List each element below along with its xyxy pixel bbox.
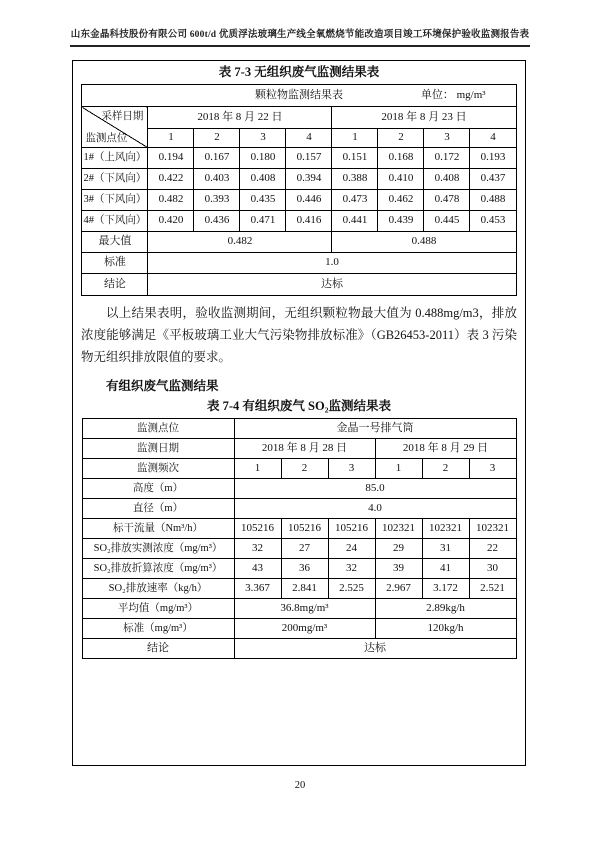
value-cell: 31 [422, 539, 469, 559]
freq-header: 4 [470, 129, 516, 148]
value-cell: 0.408 [240, 169, 286, 190]
table1-subtitle-cell [82, 85, 516, 107]
value-cell: 41 [422, 559, 469, 579]
value-cell: 30 [469, 559, 516, 579]
value-cell: 2.521 [469, 579, 516, 599]
row-label: 最大值 [82, 232, 148, 253]
freq-header: 1 [234, 459, 281, 479]
value-cell: 0.394 [286, 169, 332, 190]
value-cell: 3.367 [234, 579, 281, 599]
table-row [82, 539, 516, 559]
row-label: 3#（下风向） [82, 190, 148, 211]
table-row [82, 419, 516, 439]
value-cell: 105216 [328, 519, 375, 539]
value-cell: 39 [375, 559, 422, 579]
value-cell: 0.416 [286, 211, 332, 232]
standard-value-cell: 120kg/h [375, 619, 516, 639]
table1-subtitle: 颗粒物监测结果表 [255, 88, 343, 101]
table-row [82, 439, 516, 459]
table2-title: 表 7-4 有组织废气 SO₂监测结果表 [207, 399, 391, 413]
table-row [82, 499, 516, 519]
so2-results-table [82, 418, 517, 659]
value-cell: 0.151 [332, 148, 378, 169]
diag-top-label: 采样日期 [101, 111, 144, 122]
freq-header: 3 [424, 129, 470, 148]
average-cell: 36.8mg/m³ [234, 599, 375, 619]
value-cell: 0.453 [470, 211, 516, 232]
standard-value-cell: 1.0 [148, 253, 516, 274]
value-cell: 0.393 [194, 190, 240, 211]
row-label: 4#（下风向） [82, 211, 148, 232]
table1-title: 表 7-3 无组织废气监测结果表 [218, 65, 380, 79]
value-cell: 32 [328, 559, 375, 579]
value-cell: 0.388 [332, 169, 378, 190]
freq-header: 2 [378, 129, 424, 148]
value-cell: 0.157 [286, 148, 332, 169]
table-row [82, 211, 516, 232]
value-cell: 0.435 [240, 190, 286, 211]
value-cell: 0.420 [148, 211, 194, 232]
freq-header: 4 [286, 129, 332, 148]
freq-header: 2 [194, 129, 240, 148]
value-cell: 0.478 [424, 190, 470, 211]
conclusion-value-cell: 达标 [234, 639, 516, 659]
value-cell: 43 [234, 559, 281, 579]
value-cell: 105216 [234, 519, 281, 539]
row-label: 平均值（mg/m³） [82, 599, 234, 619]
diagonal-header-cell [82, 107, 148, 148]
value-cell: 0.408 [424, 169, 470, 190]
average-cell: 2.89kg/h [375, 599, 516, 619]
value-cell: 0.403 [194, 169, 240, 190]
freq-header: 2 [422, 459, 469, 479]
monitor-point-cell: 金晶一号排气筒 [234, 419, 516, 439]
content-box [72, 60, 526, 766]
table-row [82, 579, 516, 599]
row-label: 高度（m） [82, 479, 234, 499]
value-cell: 2.841 [281, 579, 328, 599]
freq-header: 3 [469, 459, 516, 479]
freq-header: 2 [281, 459, 328, 479]
value-cell: 0.193 [470, 148, 516, 169]
table-row [82, 253, 516, 274]
value-cell: 0.488 [470, 190, 516, 211]
value-cell: 29 [375, 539, 422, 559]
document-header: 山东金晶科技股份有限公司 600t/d 优质浮法玻璃生产线全氧燃烧节能改造项目竣工环境保护验收监测报告表 [70, 26, 530, 47]
date-group-header: 2018 年 8 月 22 日 [148, 107, 332, 129]
section-heading: 有组织废气监测结果 [106, 379, 219, 393]
row-label: 1#（上风向） [82, 148, 148, 169]
row-label: 标准（mg/m³） [82, 619, 234, 639]
row-label: SO₂排放速率（kg/h） [82, 579, 234, 599]
row-label: SO₂排放实测浓度（mg/m³） [82, 539, 234, 559]
freq-header: 1 [332, 129, 378, 148]
date-group-header: 2018 年 8 月 23 日 [332, 107, 516, 129]
table-row [82, 559, 516, 579]
table-row [82, 85, 516, 107]
table-row [82, 619, 516, 639]
value-cell: 0.422 [148, 169, 194, 190]
diag-bottom-label: 监测点位 [85, 132, 128, 144]
value-cell: 32 [234, 539, 281, 559]
row-label: 监测点位 [82, 419, 234, 439]
value-cell: 0.410 [378, 169, 424, 190]
row-label: 标准 [82, 253, 148, 274]
particulate-results-table [81, 84, 516, 296]
standard-value-cell: 200mg/m³ [234, 619, 375, 639]
value-cell: 36 [281, 559, 328, 579]
value-cell: 0.439 [378, 211, 424, 232]
table-row [82, 107, 516, 129]
table-row [82, 599, 516, 619]
date-group-header: 2018 年 8 月 29 日 [375, 439, 516, 459]
value-cell: 0.437 [470, 169, 516, 190]
value-cell: 0.441 [332, 211, 378, 232]
freq-header: 3 [328, 459, 375, 479]
value-cell: 102321 [422, 519, 469, 539]
row-label: 直径（m） [82, 499, 234, 519]
row-label: 标干流量（Nm³/h） [82, 519, 234, 539]
row-label: 结论 [82, 639, 234, 659]
row-label: 2#（下风向） [82, 169, 148, 190]
value-cell: 0.167 [194, 148, 240, 169]
table1-unit-label: 单位： mg/m³ [420, 88, 486, 101]
conclusion-value-cell: 达标 [148, 274, 516, 296]
freq-header: 1 [148, 129, 194, 148]
value-cell: 0.482 [148, 190, 194, 211]
value-cell: 0.462 [378, 190, 424, 211]
table-row [82, 148, 516, 169]
value-cell: 2.967 [375, 579, 422, 599]
stack-height-cell: 85.0 [234, 479, 516, 499]
freq-header: 1 [375, 459, 422, 479]
value-cell: 0.168 [378, 148, 424, 169]
value-cell: 0.446 [286, 190, 332, 211]
value-cell: 0.194 [148, 148, 194, 169]
max-value-cell: 0.488 [332, 232, 516, 253]
table-row [82, 479, 516, 499]
row-label: SO₂排放折算浓度（mg/m³） [82, 559, 234, 579]
row-label: 监测频次 [82, 459, 234, 479]
table-row [82, 639, 516, 659]
value-cell: 0.445 [424, 211, 470, 232]
value-cell: 0.180 [240, 148, 286, 169]
row-label: 监测日期 [82, 439, 234, 459]
value-cell: 3.172 [422, 579, 469, 599]
value-cell: 27 [281, 539, 328, 559]
row-label: 结论 [82, 274, 148, 296]
value-cell: 102321 [375, 519, 422, 539]
value-cell: 22 [469, 539, 516, 559]
table-row [82, 232, 516, 253]
freq-header: 3 [240, 129, 286, 148]
page-number: 20 [294, 780, 306, 791]
value-cell: 102321 [469, 519, 516, 539]
value-cell: 24 [328, 539, 375, 559]
table-row [82, 519, 516, 539]
table-row [82, 274, 516, 296]
table-row [82, 169, 516, 190]
value-cell: 2.525 [328, 579, 375, 599]
stack-diameter-cell: 4.0 [234, 499, 516, 519]
value-cell: 0.436 [194, 211, 240, 232]
value-cell: 0.172 [424, 148, 470, 169]
max-value-cell: 0.482 [148, 232, 332, 253]
value-cell: 0.473 [332, 190, 378, 211]
value-cell: 105216 [281, 519, 328, 539]
table-row [82, 190, 516, 211]
value-cell: 0.471 [240, 211, 286, 232]
paragraph-fugitive-conclusion: 以上结果表明，验收监测期间，无组织颗粒物最大值为 0.488mg/m3，排放浓度能够满足《平板玻璃工业大气污染物排放标准》（GB26453-2011）表 3 污染物无组织排放限值的要求。 [81, 306, 517, 364]
table-row [82, 459, 516, 479]
date-group-header: 2018 年 8 月 28 日 [234, 439, 375, 459]
